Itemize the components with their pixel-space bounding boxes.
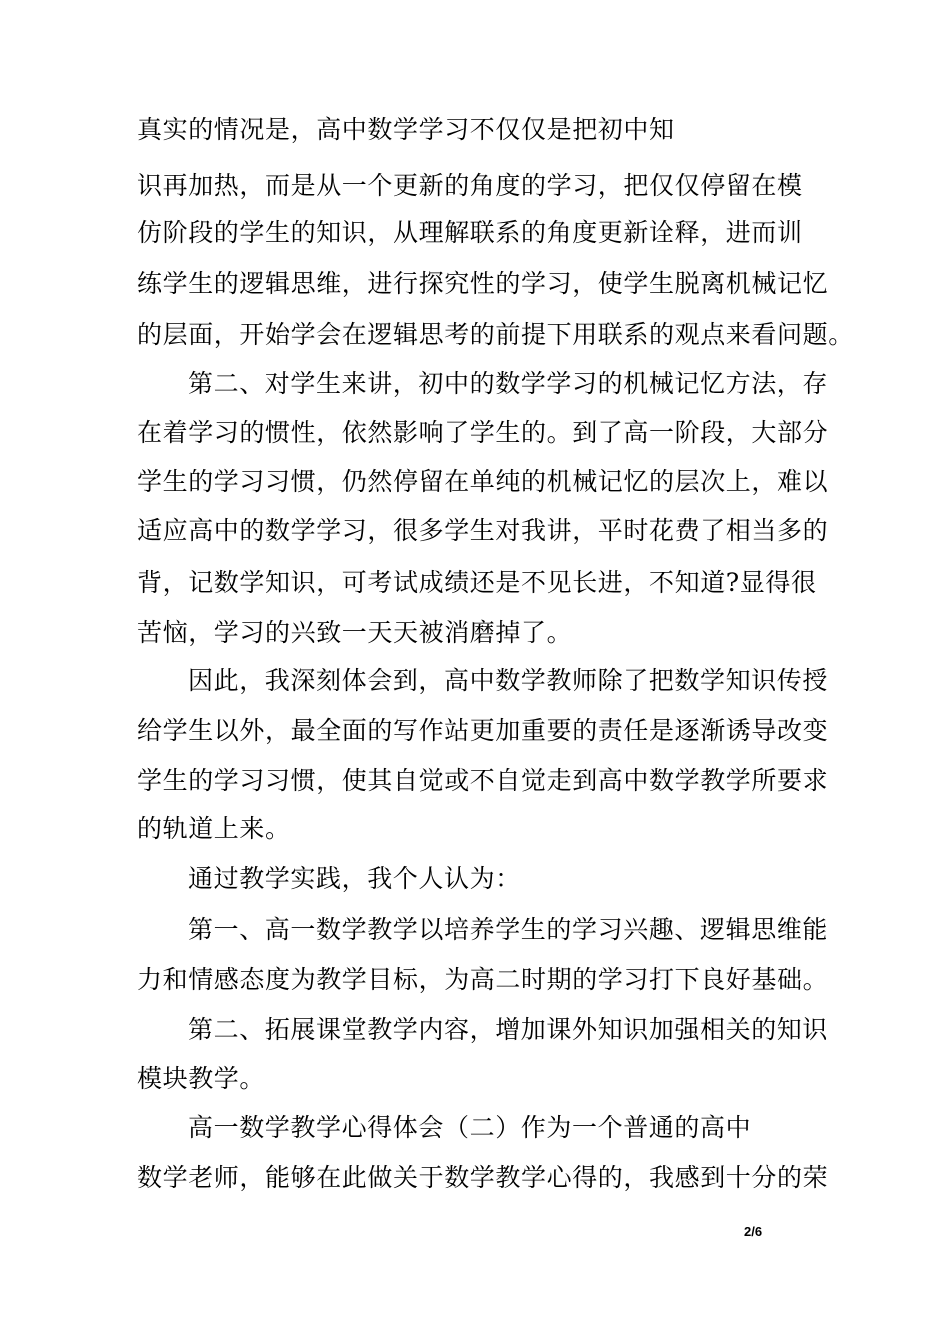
text-line-15: 的轨道上来。 [137,814,291,843]
text-line-21: 高一数学教学心得体会（二）作为一个普通的高中 [188,1113,752,1142]
text-line-20: 模块教学。 [137,1064,266,1093]
text-line-3: 仿阶段的学生的知识，从理解联系的角度更新诠释，进而训 [137,218,803,247]
text-line-6: 第二、对学生来讲，初中的数学学习的机械记忆方法，存 [188,369,829,398]
text-line-19: 第二、拓展课堂教学内容，增加课外知识加强相关的知识 [188,1015,829,1044]
text-line-1: 真实的情况是，高中数学学习不仅仅是把初中知 [137,115,675,144]
text-line-14: 学生的学习习惯，使其自觉或不自觉走到高中数学教学所要求 [137,766,829,795]
text-line-5: 的层面，开始学会在逻辑思考的前提下用联系的观点来看问题。 [137,320,854,349]
text-line-4: 练学生的逻辑思维，进行探究性的学习，使学生脱离机械记忆 [137,269,829,298]
text-line-16: 通过教学实践，我个人认为： [188,864,521,893]
text-line-10: 背，记数学知识，可考试成绩还是不见长进，不知道?显得很 [137,568,817,597]
text-line-9: 适应高中的数学学习，很多学生对我讲，平时花费了相当多的 [137,516,829,545]
page-number: 2/6 [744,1224,763,1239]
text-line-17: 第一、高一数学教学以培养学生的学习兴趣、逻辑思维能 [188,915,829,944]
text-line-22: 数学老师，能够在此做关于数学教学心得的，我感到十分的荣 [137,1163,829,1192]
text-line-7: 在着学习的惯性，依然影响了学生的。到了高一阶段，大部分 [137,418,829,447]
text-line-8: 学生的学习习惯，仍然停留在单纯的机械记忆的层次上，难以 [137,467,829,496]
text-line-11: 苦恼，学习的兴致一天天被消磨掉了。 [137,618,573,647]
text-line-13: 给学生以外，最全面的写作站更加重要的责任是逐渐诱导改变 [137,716,829,745]
text-line-12: 因此，我深刻体会到，高中数学教师除了把数学知识传授 [188,666,829,695]
text-line-2: 识再加热，而是从一个更新的角度的学习，把仅仅停留在模 [137,171,803,200]
text-line-18: 力和情感态度为教学目标，为高二时期的学习打下良好基础。 [137,965,829,994]
